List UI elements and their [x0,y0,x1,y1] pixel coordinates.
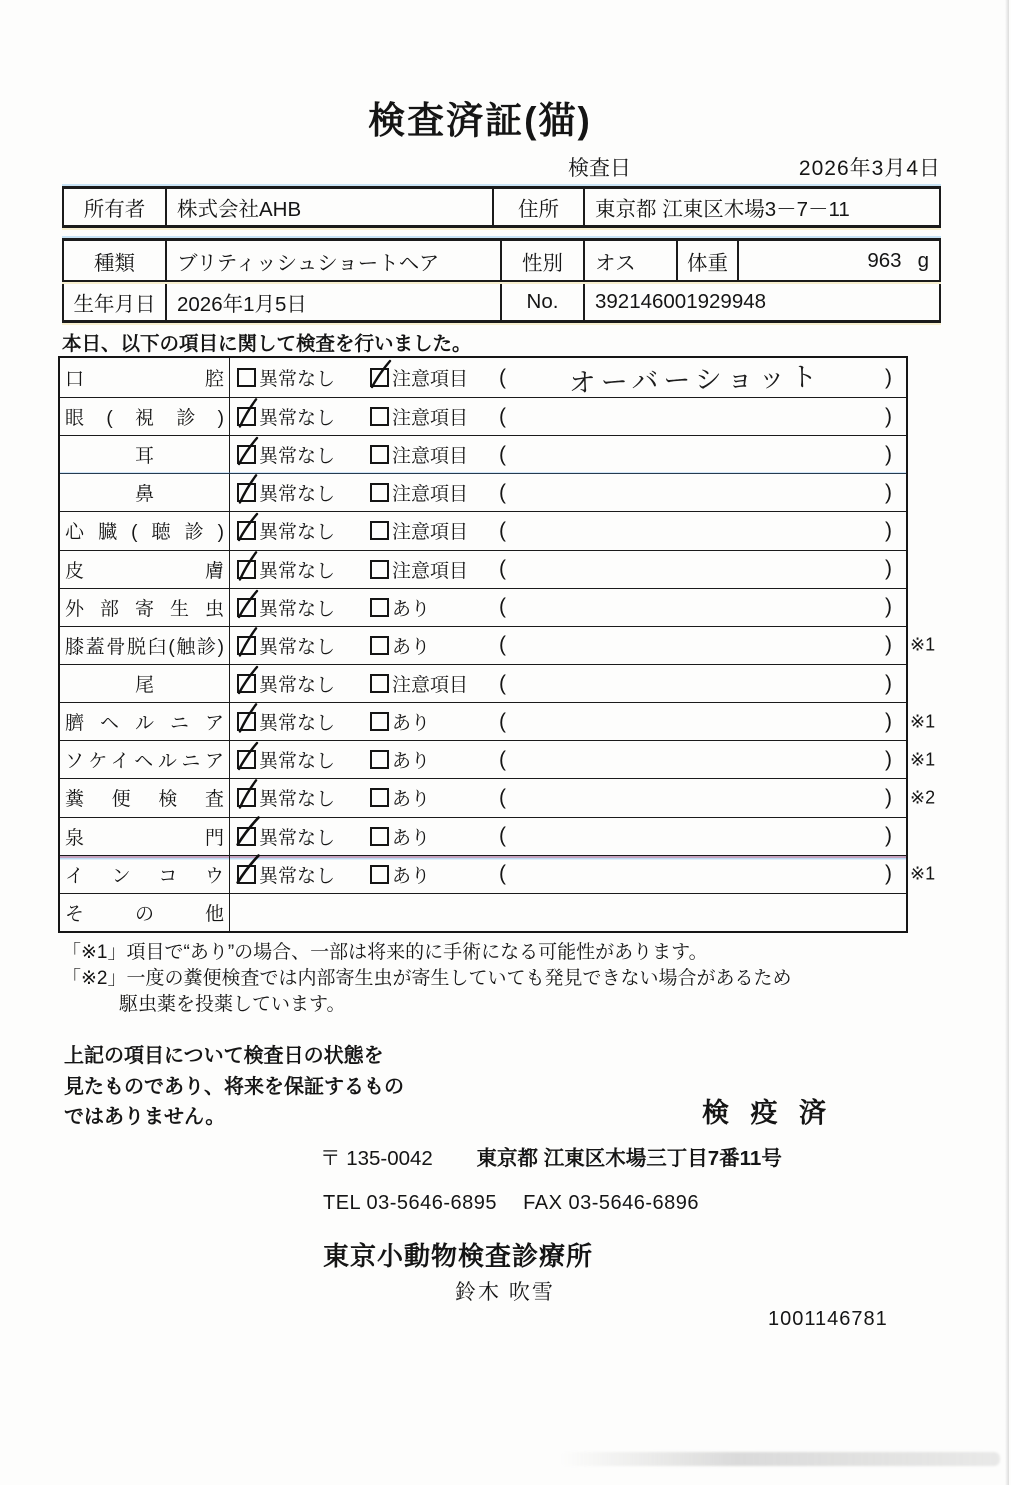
exam-table-row [60,436,906,474]
owner-label: 所有者 [64,189,167,225]
exam-table-row [60,627,936,665]
exam-item-cell [60,703,230,740]
footnotes-block [62,940,792,1018]
quarantine-passed-stamp: 検 疫 済 [702,1098,834,1128]
checkbox-option [370,479,499,506]
checked-checkbox [237,598,256,617]
checkbox-option-label: 異常なし [259,598,336,620]
unchecked-checkbox [370,521,389,540]
footnote-mark: ※1 [910,749,936,770]
exam-item-label: 皮膚 [65,560,224,582]
exam-item-cell [60,358,230,397]
clinic-fax: FAX 03-5646-6896 [523,1192,700,1214]
checked-checkbox [237,483,256,502]
exam-table-row [60,551,906,589]
footnote-mark: ※1 [910,863,936,884]
checked-checkbox [237,712,256,731]
checkbox-option [237,517,370,544]
checkbox-option [370,517,499,544]
footnote-2: 「※2」一度の糞便検査では内部寄生虫が寄生していても発見できない場合があるため [62,968,792,989]
checkbox-option-label: 異常なし [259,446,336,468]
pet-info-row-1 [62,238,941,282]
owner-value: 株式会社AHB [167,189,494,225]
exam-table-row [60,703,936,741]
checkbox-option-label: 異常なし [259,408,336,430]
checkbox-option-label: 異常なし [259,865,336,887]
exam-item-cell [60,551,230,588]
unchecked-checkbox [370,865,389,884]
exam-table-row [60,358,906,398]
exam-table-row [60,398,906,436]
exam-item-cell [60,512,230,549]
footnote-mark: ※1 [910,711,936,732]
checkbox-option-label: 注意項目 [392,560,469,582]
inspection-date-row [62,152,941,182]
checkbox-option-label: 異常なし [259,751,336,773]
note-parentheses: ( ) [499,671,892,695]
note-parentheses: ( ) [499,442,892,466]
page-title: 検査済証(猫) [368,100,592,141]
checkbox-option-label: あり [392,713,431,735]
note-parentheses: ( ) [499,518,892,542]
checkbox-option-label: 異常なし [259,713,336,735]
checkbox-option [370,746,499,773]
checkbox-option-label: あり [392,827,431,849]
unchecked-checkbox [370,674,389,693]
exam-table-row [60,779,936,817]
exam-row-options [230,474,906,511]
note-parentheses: ( ) [499,557,892,581]
note-parentheses: ( オーバーショット ) [499,358,892,397]
exam-table-row [60,856,936,894]
exam-item-cell [60,436,230,473]
unchecked-checkbox [370,560,389,579]
checkbox-option [370,441,499,468]
exam-row-options [230,894,906,931]
exam-item-label: 心臓(聴診) [65,522,224,544]
postal-code: 〒 135-0042 [320,1147,433,1170]
exam-row-options [230,512,906,549]
exam-table-row [60,512,906,550]
exam-table-body [58,356,936,933]
checkbox-option [237,823,370,850]
checkbox-option-label: 異常なし [259,560,336,582]
exam-item-label: 眼(視診) [65,408,224,430]
registration-no-value: 392146001929948 [595,290,767,313]
unchecked-checkbox [370,598,389,617]
checkbox-option [237,403,370,430]
checkbox-option [237,594,370,621]
exam-row-options [230,551,906,588]
clinic-phone-line [323,1192,699,1215]
exam-item-cell [60,627,230,664]
exam-row-options [230,436,906,473]
checkbox-option [370,670,499,697]
unchecked-checkbox [370,827,389,846]
unchecked-checkbox [370,636,389,655]
checkbox-option-label: 注意項目 [392,675,469,697]
exam-row-options [230,741,906,778]
disclaimer-line-3: ではありません。 [64,1106,226,1128]
checked-checkbox [237,865,256,884]
checkbox-option-label: あり [392,598,431,620]
checkbox-option [370,403,499,430]
disclaimer-line-1: 上記の項目について検査日の状態を [64,1045,384,1067]
checkbox-option-label: 異常なし [259,484,336,506]
note-parentheses: ( ) [499,824,892,848]
exam-item-label: 外部寄生虫 [65,598,224,620]
exam-item-label: 耳 [134,446,154,468]
checkbox-option [370,784,499,811]
checkbox-option [237,861,370,888]
exam-item-label: 口腔 [65,369,224,390]
exam-item-label: その他 [65,903,224,925]
clinic-tel: TEL 03-5646-6895 [323,1192,498,1214]
exam-item-label: 臍ヘルニア [65,713,224,735]
veterinarian-name: 鈴木 吹雪 [455,1281,555,1304]
exam-item-cell [60,894,230,931]
checkbox-option [237,479,370,506]
sex-label: 性別 [502,241,585,280]
checkbox-option-label: あり [392,636,431,658]
birthdate-label: 生年月日 [64,284,167,320]
checkbox-option [370,823,499,850]
checked-checkbox [237,636,256,655]
exam-item-cell [60,856,230,893]
checkbox-option-label: 異常なし [259,369,336,390]
exam-table-row [60,741,936,779]
note-parentheses: ( ) [499,709,892,733]
address-label: 住所 [494,189,585,225]
checked-checkbox [237,445,256,464]
exam-row-options [230,627,906,664]
exam-item-label: 泉門 [65,827,224,849]
checked-checkbox [237,750,256,769]
checkbox-option [237,441,370,468]
exam-item-label: 糞便検査 [65,789,224,811]
exam-item-label: 膝蓋骨脱臼(触診) [65,636,224,658]
exam-item-label: 尾 [134,675,154,697]
exam-table-row [60,818,906,856]
checkbox-option [370,861,499,888]
exam-item-cell [60,589,230,626]
checkbox-option-label: 注意項目 [392,484,469,506]
checkbox-option-label: 異常なし [259,636,336,658]
unchecked-checkbox [370,407,389,426]
breed-label: 種類 [64,241,167,280]
exam-table-row [60,894,906,931]
exam-row-options [230,856,906,893]
exam-table-row [60,589,906,627]
footnote-mark: ※2 [910,787,936,808]
unchecked-checkbox [370,445,389,464]
checkbox-option [370,556,499,583]
checkbox-option-label: 注意項目 [392,446,469,468]
handwritten-note: オーバーショット [568,361,823,399]
weight-value: 963 [867,248,902,272]
checked-checkbox [237,560,256,579]
exam-item-cell [60,474,230,511]
pet-info-row-2 [62,284,941,323]
note-parentheses: ( ) [499,404,892,428]
exam-item-cell [60,818,230,855]
unchecked-checkbox [370,712,389,731]
footnote-1: 「※1」項目で“あり”の場合、一部は将来的に手術になる可能性があります。 [62,942,708,963]
disclaimer-block [64,1041,404,1133]
note-parentheses: ( ) [499,785,892,809]
exam-row-options [230,818,906,855]
serial-number: 1001146781 [768,1308,888,1330]
checked-checkbox [370,368,389,387]
weight-value-cell [739,241,939,280]
checkbox-option-label: 注意項目 [392,369,469,390]
checkbox-option-label: 異常なし [259,789,336,811]
checkbox-option [237,632,370,659]
note-parentheses: ( ) [499,747,892,771]
checked-checkbox [237,788,256,807]
note-parentheses: ( ) [499,633,892,657]
checkbox-option [237,708,370,735]
checkbox-option [370,594,499,621]
exam-table-row [60,474,906,512]
note-parentheses: ( ) [499,862,892,886]
exam-row-options [230,358,906,397]
checkbox-option-label: 注意項目 [392,522,469,544]
clinic-address: 東京都 江東区木場三丁目7番11号 [476,1147,782,1170]
footnote-mark: ※1 [910,634,936,655]
exam-item-label: ソケイヘルニア [65,751,224,773]
checkbox-option [237,670,370,697]
scan-artifact [560,1452,1000,1466]
checkbox-option [237,784,370,811]
checked-checkbox [237,407,256,426]
exam-item-cell [60,398,230,435]
exam-item-cell [60,741,230,778]
checkbox-option [237,556,370,583]
unchecked-checkbox [237,368,256,387]
checkbox-option [237,364,370,391]
inspection-date-value: 2026年3月4日 [798,157,941,180]
exam-row-options [230,779,906,816]
weight-unit: g [917,248,929,272]
note-parentheses: ( ) [499,595,892,619]
exam-row-options [230,398,906,435]
exam-item-label: 鼻 [134,484,154,506]
checkbox-option [370,632,499,659]
inspection-date-label: 検査日 [568,157,631,180]
checkbox-option-label: あり [392,751,431,773]
checkbox-option [370,364,499,391]
checkbox-option-label: 異常なし [259,675,336,697]
registration-no-label: No. [502,284,585,320]
owner-table [62,186,941,228]
checkbox-option-label: 注意項目 [392,408,469,430]
unchecked-checkbox [370,750,389,769]
checked-checkbox [237,521,256,540]
checked-checkbox [237,674,256,693]
footnote-2-continued: 駆虫薬を投薬しています。 [119,994,346,1015]
exam-item-cell [60,779,230,816]
breed-value: ブリティッシュショートヘア [167,241,502,280]
address-value: 東京都 江東区木場3－7－11 [595,198,850,221]
exam-row-options [230,589,906,626]
clinic-postal-address [320,1141,782,1171]
exam-row-options [230,665,906,702]
sex-value: オス [585,241,678,280]
checkbox-option [237,746,370,773]
exam-table-row [60,665,906,703]
weight-label: 体重 [678,241,739,280]
disclaimer-line-2: 見たものであり、将来を保証するもの [64,1075,404,1098]
checked-checkbox [237,827,256,846]
unchecked-checkbox [370,788,389,807]
checkbox-option [370,708,499,735]
exam-item-label: インコウ [65,865,224,887]
exam-row-options [230,703,906,740]
birthdate-value: 2026年1月5日 [167,284,502,320]
intro-statement: 本日、以下の項目に関して検査を行いました。 [62,333,472,355]
exam-item-cell [60,665,230,702]
checkbox-option-label: 異常なし [259,827,336,849]
checkbox-option-label: 異常なし [259,522,336,544]
note-parentheses: ( ) [499,480,892,504]
unchecked-checkbox [370,483,389,502]
checkbox-option-label: あり [392,789,431,811]
clinic-name: 東京小動物検査診療所 [323,1241,594,1271]
checkbox-option-label: あり [392,865,431,887]
